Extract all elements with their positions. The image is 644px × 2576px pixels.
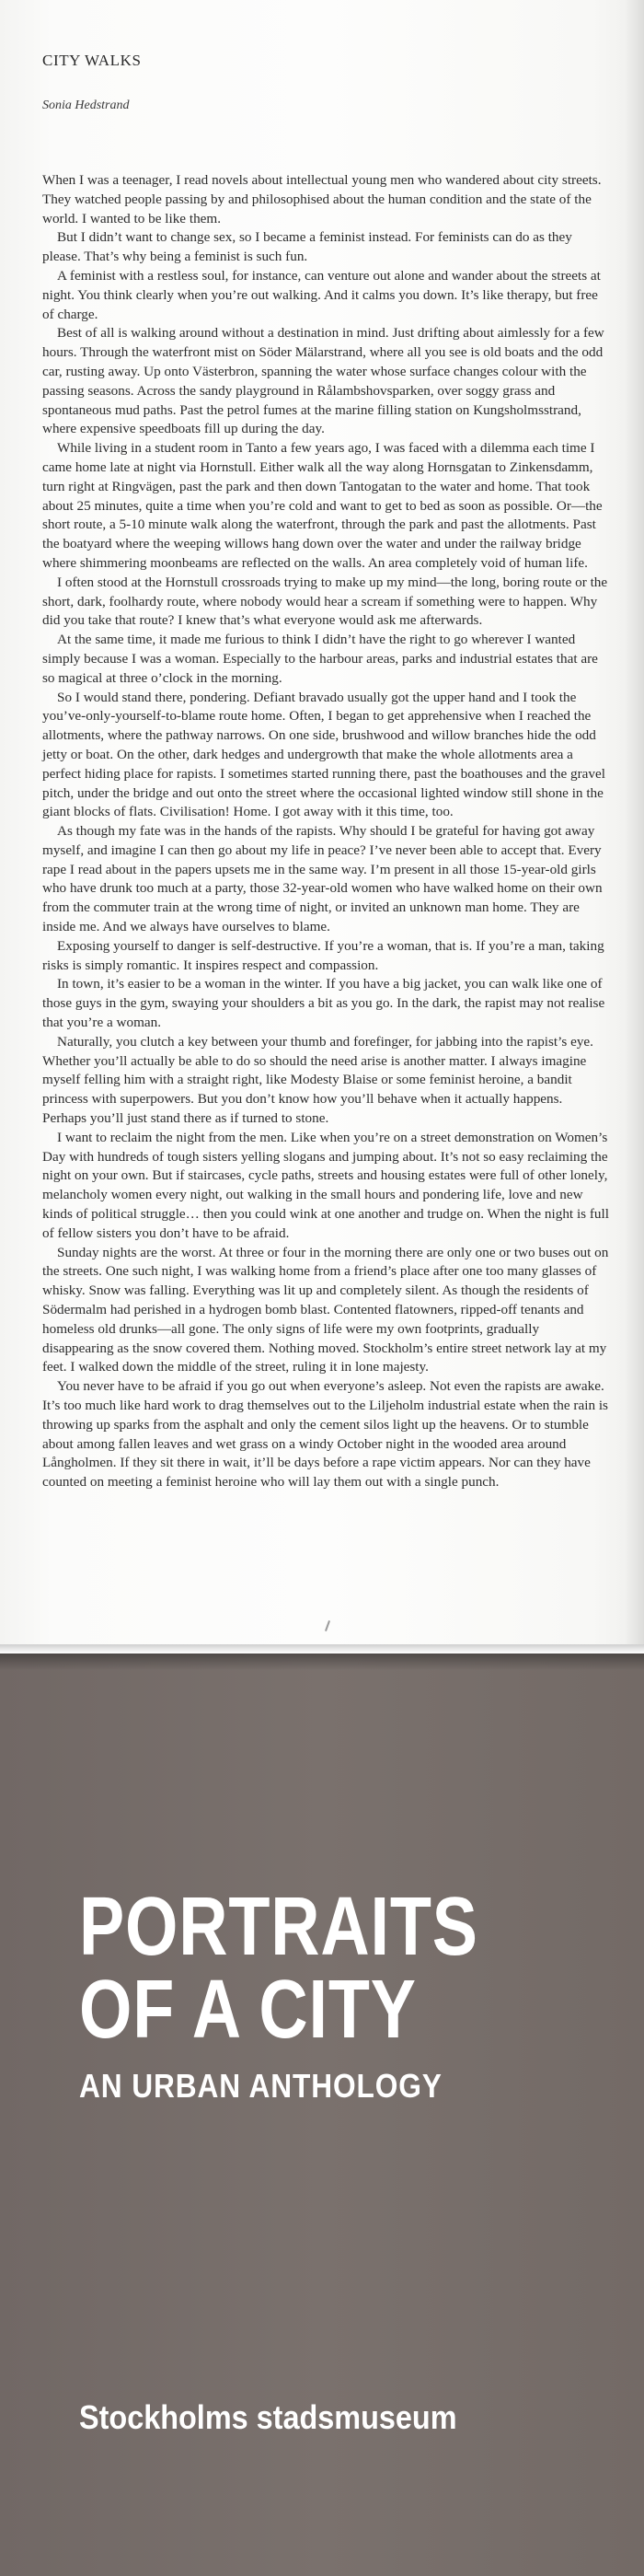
cover-shadow — [0, 1654, 644, 1670]
essay-title: CITY WALKS — [42, 52, 142, 69]
paragraph: I want to reclaim the night from the men. Like when you’re on a street demonstration on Women’s Day with hundreds of tough sisters yelling slogans and jumping about. It’s not so easy reclaiming the night on your own. But if staircases, cycle paths, streets and housing estates were full of other lonely, melancholy women every night, out walking in the small hours and pondering life, love and new kinds of political struggle… then you could wink at one another and trudge on. When the night is full of fellow sisters you don’t have to be afraid. — [42, 1129, 609, 1241]
essay-body — [42, 171, 609, 1492]
paragraph: But I didn’t want to change sex, so I became a feminist instead. For feminists can do as they please. That’s why being a feminist is such fun. — [42, 229, 572, 265]
paragraph: Exposing yourself to danger is self-destructive. If you’re a woman, that is. If you’re a man, taking risks is simply romantic. It inspires respect and compassion. — [42, 937, 604, 973]
page-spine-shadow — [624, 0, 644, 1644]
paragraph: At the same time, it made me furious to think I didn’t have the right to go wherever I wanted simply because I was a woman. Especially to the harbour areas, parks and industrial estates that are so magical at three o’clock in the morning. — [42, 632, 598, 686]
paragraph: While living in a student room in Tanto a few years ago, I was faced with a dilemma each time I came home late at night via Hornstull. Either walk all the way along Hornsgatan to Zinkensdamm, turn right at Ringvägen, past the park and then down Tantogatan to the water and home. That took about 25 minutes, quite a time when you’re cold and want to get to bed as soon as possible. Or—the short route, a 5-10 minute walk along the waterfront, through the park and past the allotments. Past the boatyard where the weeping willows hang down over the water and under the railway bridge where shimmering moonbeams are reflected on the walls. An area completely void of human life. — [42, 440, 603, 571]
cover-title-line-2: OF A CITY — [79, 1964, 417, 2056]
essay-author: Sonia Hedstrand — [42, 99, 130, 112]
paragraph: So I would stand there, pondering. Defiant bravado usually got the upper hand and I took the you’ve-only-yourself-to-blame route home. Often, I began to get apprehensive when I reached the allotments, where the pathway narrows. On one side, brushwood and willow branches hide the odd jetty or boat. On the other, dark hedges and undergrowth that make the whole allotments area a perfect hiding place for rapists. I sometimes started running there, past the boathouses and the gravel pitch, under the bridge and out onto the street where the occasional lighted window still shone in the giant blocks of flats. Civilisation! Home. I got away with it this time, too. — [42, 689, 605, 820]
book-cover — [0, 1654, 644, 2576]
cover-publisher: Stockholms stadsmuseum — [79, 2398, 457, 2436]
paragraph: Best of all is walking around without a destination in mind. Just drifting about aimlessly for a few hours. Through the waterfront mist on Söder Mälarstrand, where all you see is old boats and the odd car, rusting away. Up onto Västerbron, spanning the water whose surface changes colour with the passing seasons. Across the sandy playground in Rålambshovsparken, over soggy grass and spontaneous mud paths. Past the petrol fumes at the marine filling station on Kungsholmsstrand, where expensive speedboats fill up during the day. — [42, 325, 604, 437]
paragraph: I often stood at the Hornstull crossroads trying to make up my mind—the long, boring route or the short, dark, foolhardy route, where nobody would hear a scream if something were to happen. Why did you take that route? I knew that’s what everyone would ask me afterwards. — [42, 574, 608, 629]
pen-mark — [325, 1620, 330, 1631]
paragraph: A feminist with a restless soul, for instance, can venture out alone and wander about the streets at night. You think clearly when you’re out walking. And it calms you down. It’s like therapy, but free of charge. — [42, 267, 601, 322]
paragraph: As though my fate was in the hands of the rapists. Why should I be grateful for having got away myself, and imagine I can then go about my life in peace? I’ve never been able to accept that. Every rape I read about in the papers upsets me in the same way. I’m present in all those 15-year-old girls who have drunk too much at a party, those 32-year-old women who have walked home on their own from the commuter train at the wrong time of night, or invited an unknown man home. They are inside me. And we always have ourselves to blame. — [42, 823, 603, 935]
cover-title-line-1: PORTRAITS — [79, 1881, 478, 1973]
page-divider — [0, 1644, 644, 1654]
cover-subtitle: AN URBAN ANTHOLOGY — [79, 2067, 443, 2105]
paragraph: Naturally, you clutch a key between your thumb and forefinger, for jabbing into the rapist’s eye. Whether you’ll actually be able to do so should the need arise is another matter. I always imagine myself felling him with a straight right, like Modesty Blaise or some feminist heroine, a bandit princess with superpowers. But you don’t know how you’ll behave when it actually happens. Perhaps you’ll just stand there as if turned to stone. — [42, 1033, 593, 1127]
paragraph: You never have to be afraid if you go out when everyone’s asleep. Not even the rapists are awake. It’s too much like hard work to drag themselves out to the Liljeholm industrial estate when the rain is throwing up sparks from the asphalt and only the cement silos light up the heavens. Or to stumble about among fallen leaves and wet grass on a windy October night in the wooded area around Långholmen. If they sit there in wait, it’ll be days before a rape victim appears. Nor can they have counted on meeting a feminist heroine who will lay them out with a single punch. — [42, 1378, 608, 1491]
paragraph: Sunday nights are the worst. At three or four in the morning there are only one or two buses out on the streets. One such night, I was walking home from a friend’s place after one too many glasses of whisky. Snow was falling. Everything was lit up and completely silent. As though the residents of Södermalm had perished in a hydrogen bomb blast. Contented flatowners, ripped-off tenants and homeless old drunks—all gone. The only signs of life were my own footprints, gradually disappearing as the snow covered them. Nothing moved. Stockholm’s entire street network lay at my feet. I walked down the middle of the street, ruling it in lone majesty. — [42, 1244, 609, 1375]
paragraph: In town, it’s easier to be a woman in the winter. If you have a big jacket, you can walk like one of those guys in the gym, swaying your shoulders a bit as you go. In the dark, the rapist may not realise that you’re a woman. — [42, 976, 605, 1031]
paragraph: When I was a teenager, I read novels about intellectual young men who wandered about city streets. They watched people passing by and philosophised about the human condition and the state of the world. I wanted to be like them. — [42, 172, 602, 226]
